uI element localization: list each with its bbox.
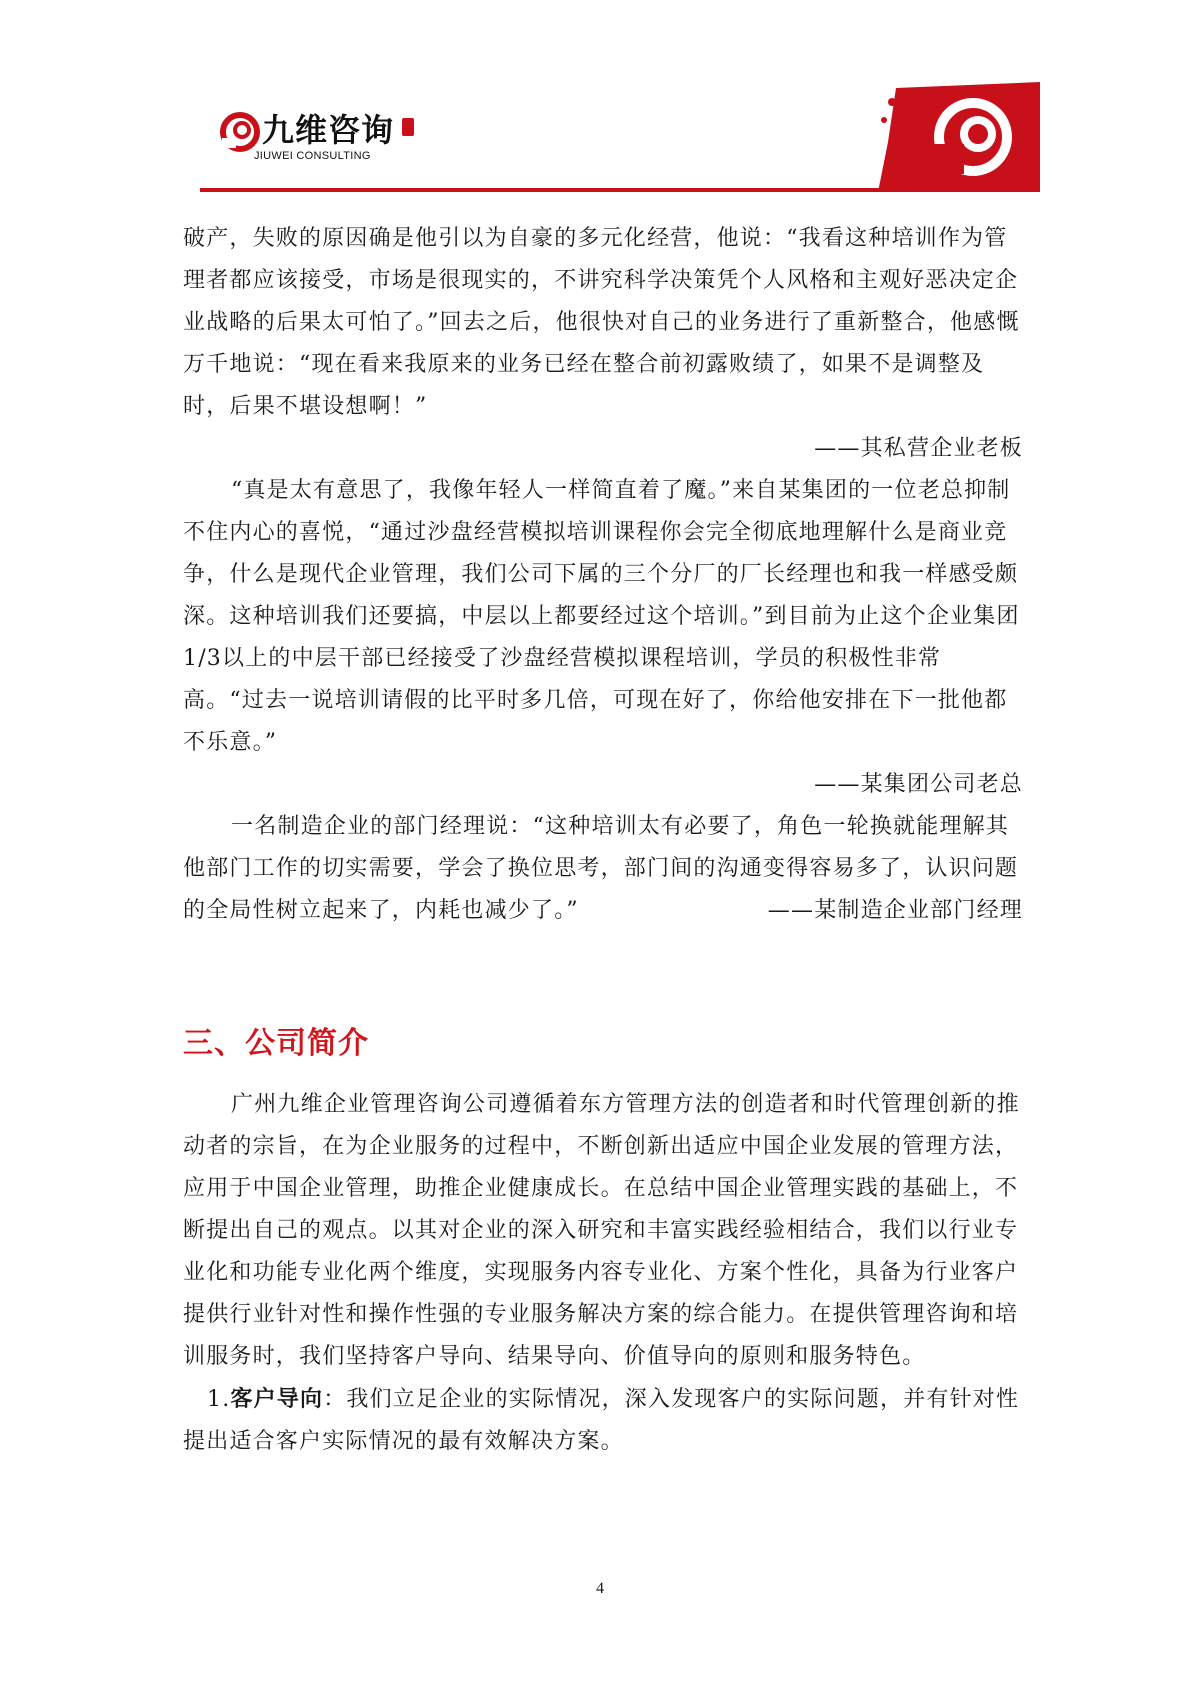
- page-number: 4: [596, 1580, 604, 1597]
- logo-chinese-name: 九维咨询: [262, 111, 395, 149]
- list-item-customer-orientation: [183, 1378, 1023, 1463]
- section-title: 三、公司简介: [183, 1026, 369, 1061]
- logo-seal-icon: [402, 118, 414, 136]
- testimonial-paragraph-1: 破产，失败的原因确是他引以为自豪的多元化经营，他说：“我看这种培训作为管理者都应该接受，市场是很现实的，不讲究科学决策凭个人风格和主观好恶决定企业战略的后果太可怕了。”回去之后，他很快对自己的业务进行了重新整合，他感慨万千地说：“现在看来我原来的业务已经在整合前初露败绩了，如果不是调整及时，后果不堪设想啊！”: [183, 226, 1020, 419]
- list-item-number: 1.: [207, 1387, 231, 1412]
- testimonial-signature-3: ——某制造企业部门经理: [767, 898, 1023, 923]
- company-intro-paragraph: 广州九维企业管理咨询公司遵循着东方管理方法的创造者和时代管理创新的推动者的宗旨，在为企业服务的过程中，不断创新出适应中国企业发展的管理方法，应用于中国企业管理，助推企业健康成长。在总结中国企业管理实践的基础上，不断提出自己的观点。以其对企业的深入研究和丰富实践经验相结合，我们以行业专业化和功能专业化两个维度，实现服务内容专业化、方案个性化，具备为行业客户提供行业针对性和操作性强的专业服务解决方案的综合能力。在提供管理咨询和培训服务时，我们坚持客户导向、结果导向、价值导向的原则和服务特色。: [183, 1092, 1020, 1369]
- swirl-logo-icon: [220, 112, 260, 152]
- page-header: [0, 0, 1200, 200]
- testimonial-paragraph-2: “真是太有意思了，我像年轻人一样简直着了魔。”来自某集团的一位老总抑制不住内心的喜悦，“通过沙盘经营模拟培训课程你会完全彻底地理解什么是商业竞争，什么是现代企业管理，我们公司下属的三个分厂的厂长经理也和我一样感受颇深。这种培训我们还要搞，中层以上都要经过这个培训。”到目前为止这个企业集团1/3以上的中层干部已经接受了沙盘经营模拟课程培训，学员的积极性非常高。“过去一说培训请假的比平时多几倍，可现在好了，你给他安排在下一批他都不乐意。”: [183, 478, 1020, 755]
- header-divider-line: [200, 188, 1040, 192]
- logo-english-name: JIUWEI CONSULTING: [254, 150, 371, 162]
- list-item-text: ：我们立足企业的实际情况，深入发现客户的实际问题，并有针对性提出适合客户实际情况的最有效解决方案。: [183, 1387, 1020, 1454]
- document-body: [183, 218, 1023, 1463]
- testimonial-text-3: 一名制造企业的部门经理说：“这种培训太有必要了，角色一轮换就能理解其他部门工作的切实需要，学会了换位思考，部门间的沟通变得容易多了，认识问题的全局性树立起来了，内耗也减少了。”: [183, 814, 1019, 923]
- testimonial-paragraph-3: [183, 806, 1023, 932]
- testimonial-signature-1: ——其私营企业老板: [814, 436, 1023, 461]
- list-item-label: 客户导向: [230, 1386, 324, 1412]
- testimonial-signature-2: ——某集团公司老总: [814, 772, 1023, 797]
- brand-swirl-block-icon: [878, 82, 1040, 192]
